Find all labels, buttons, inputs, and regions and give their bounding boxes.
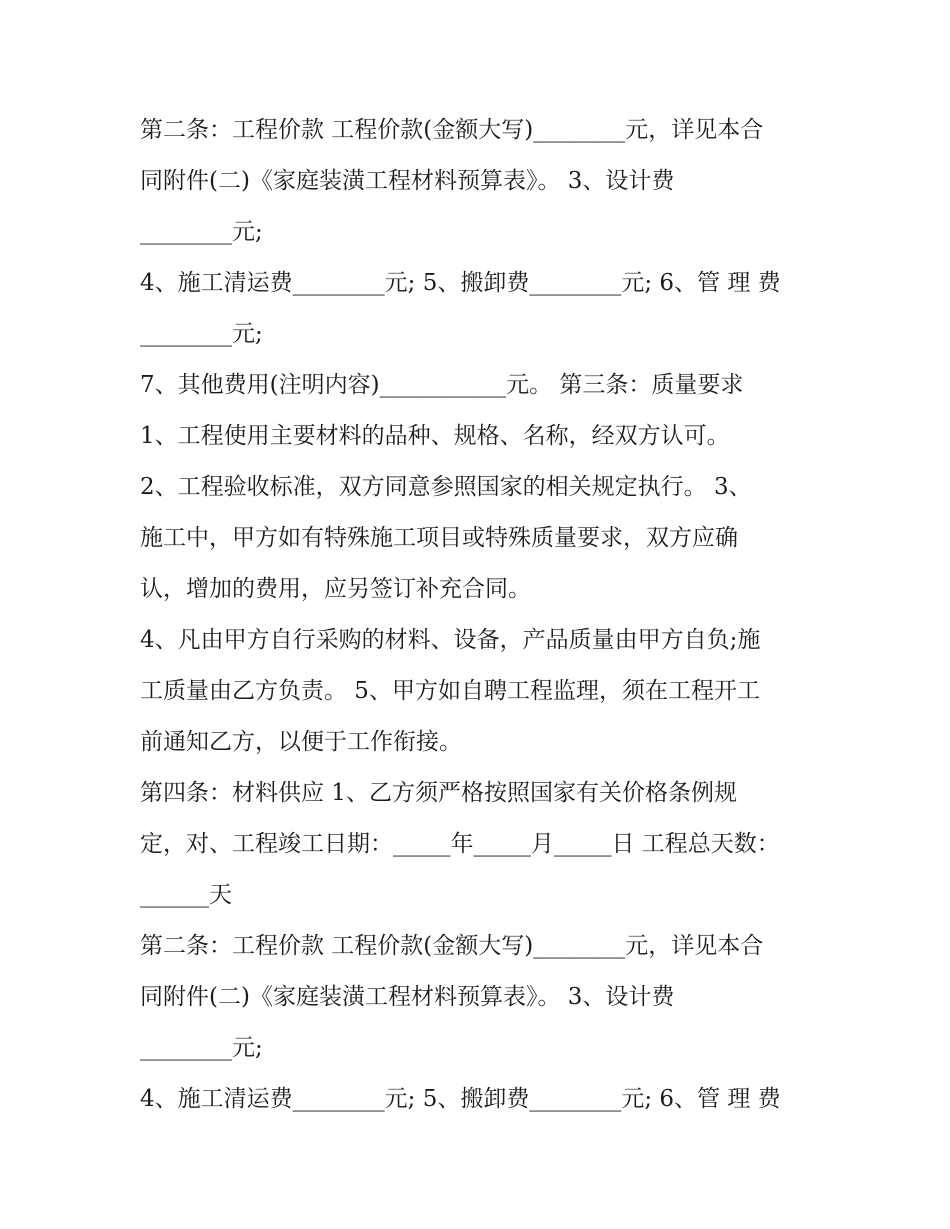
- text-line-17: 第二条：工程价款 工程价款(金额大写)________元，详见本合: [140, 933, 764, 959]
- text-line-4: 4、施工清运费________元; 5、搬卸费________元; 6、管 理 费: [140, 270, 781, 296]
- text-line-10: 认，增加的费用，应另签订补充合同。: [140, 576, 531, 602]
- text-line-15: 定，对、工程竣工日期：_____年_____月_____日 工程总天数：: [140, 831, 780, 857]
- text-line-2: 同附件(二)《家庭装潢工程材料预算表》。 3、设计费: [140, 168, 675, 194]
- text-line-5: ________元;: [140, 321, 263, 347]
- text-line-11: 4、凡由甲方自行采购的材料、设备，产品质量由甲方自负;施: [140, 627, 761, 653]
- text-line-14: 第四条：材料供应 1、乙方须严格按照国家有关价格条例规: [140, 780, 737, 806]
- text-line-19: ________元;: [140, 1035, 263, 1061]
- text-line-3: ________元;: [140, 219, 263, 245]
- text-line-18: 同附件(二)《家庭装潢工程材料预算表》。 3、设计费: [140, 984, 675, 1010]
- text-line-20: 4、施工清运费________元; 5、搬卸费________元; 6、管 理 费: [140, 1086, 781, 1112]
- text-line-16: ______天: [140, 882, 232, 908]
- text-line-7: 1、工程使用主要材料的品种、规格、名称，经双方认可。: [140, 423, 730, 449]
- text-line-12: 工质量由乙方负责。 5、甲方如自聘工程监理，须在工程开工: [140, 678, 760, 704]
- text-line-13: 前通知乙方，以便于工作衔接。: [140, 729, 462, 755]
- text-line-6: 7、其他费用(注明内容)___________元。 第三条：质量要求: [140, 372, 744, 398]
- text-line-1: 第二条：工程价款 工程价款(金额大写)________元，详见本合: [140, 117, 764, 143]
- text-line-8: 2、工程验收标准，双方同意参照国家的相关规定执行。 3、: [140, 474, 752, 500]
- contract-text: [140, 105, 810, 1125]
- text-line-9: 施工中，甲方如有特殊施工项目或特殊质量要求，双方应确: [140, 525, 738, 551]
